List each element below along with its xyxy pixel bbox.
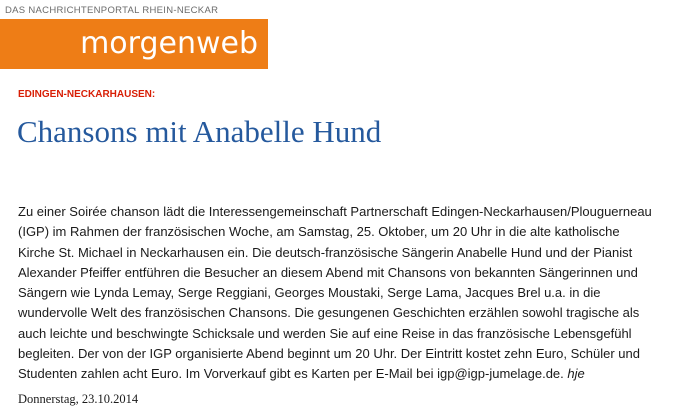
body-text: Studenten zahlen acht Euro. Im Vorverkauf gibt es Karten per E-Mail bei igp@igp-jumelage.de. — [18, 366, 564, 382]
body-line: auch leichte und beschwingte Schicksale und werden Sie auf eine Reise in das französische Lebensgefühl — [18, 325, 632, 341]
body-line: Sängern wie Lynda Lemay, Serge Reggiani, Georges Moustaki, Serge Lama, Jacques Brel u.a. in die — [18, 285, 601, 301]
body-line: wundervolle Welt des französischen Chansons. Die gesungenen Geschichten erzählen sowohl tragische als — [18, 305, 640, 321]
body-line: Zu einer Soirée chanson lädt die Interessengemeinschaft Partnerschaft Edingen-Neckarhausen/Plouguerneau — [18, 204, 652, 219]
logo-wordmark: morgenweb — [80, 26, 258, 61]
author-initials: hje — [567, 366, 585, 382]
body-line: Kirche St. Michael in Neckarhausen ein. Die deutsch-französische Sängerin Anabelle Hund und der Pianist — [18, 244, 633, 260]
article-title: Chansons mit Anabelle Hund — [17, 114, 382, 149]
article-date: Donnerstag, 23.10.2014 — [18, 392, 139, 406]
portal-tagline: DAS NACHRICHTENPORTAL RHEIN-NECKAR — [5, 5, 219, 16]
body-line: Alexander Pfeiffer entführen die Besucher an diesem Abend mit Chansons von bekannten Sängerinnen und — [18, 264, 638, 280]
morgenweb-logo[interactable] — [0, 19, 268, 69]
body-line-last — [18, 364, 688, 384]
body-line: begleiten. Der von der IGP organisierte Abend beginnt um 20 Uhr. Der Eintritt kostet zehn Euro, Schüler und — [18, 346, 640, 362]
body-line: (IGP) im Rahmen der französischen Woche, am Samstag, 25. Oktober, um 20 Uhr in die alte katholische — [18, 224, 620, 240]
article-kicker: EDINGEN-NECKARHAUSEN: — [18, 89, 156, 100]
article-body — [18, 202, 688, 385]
